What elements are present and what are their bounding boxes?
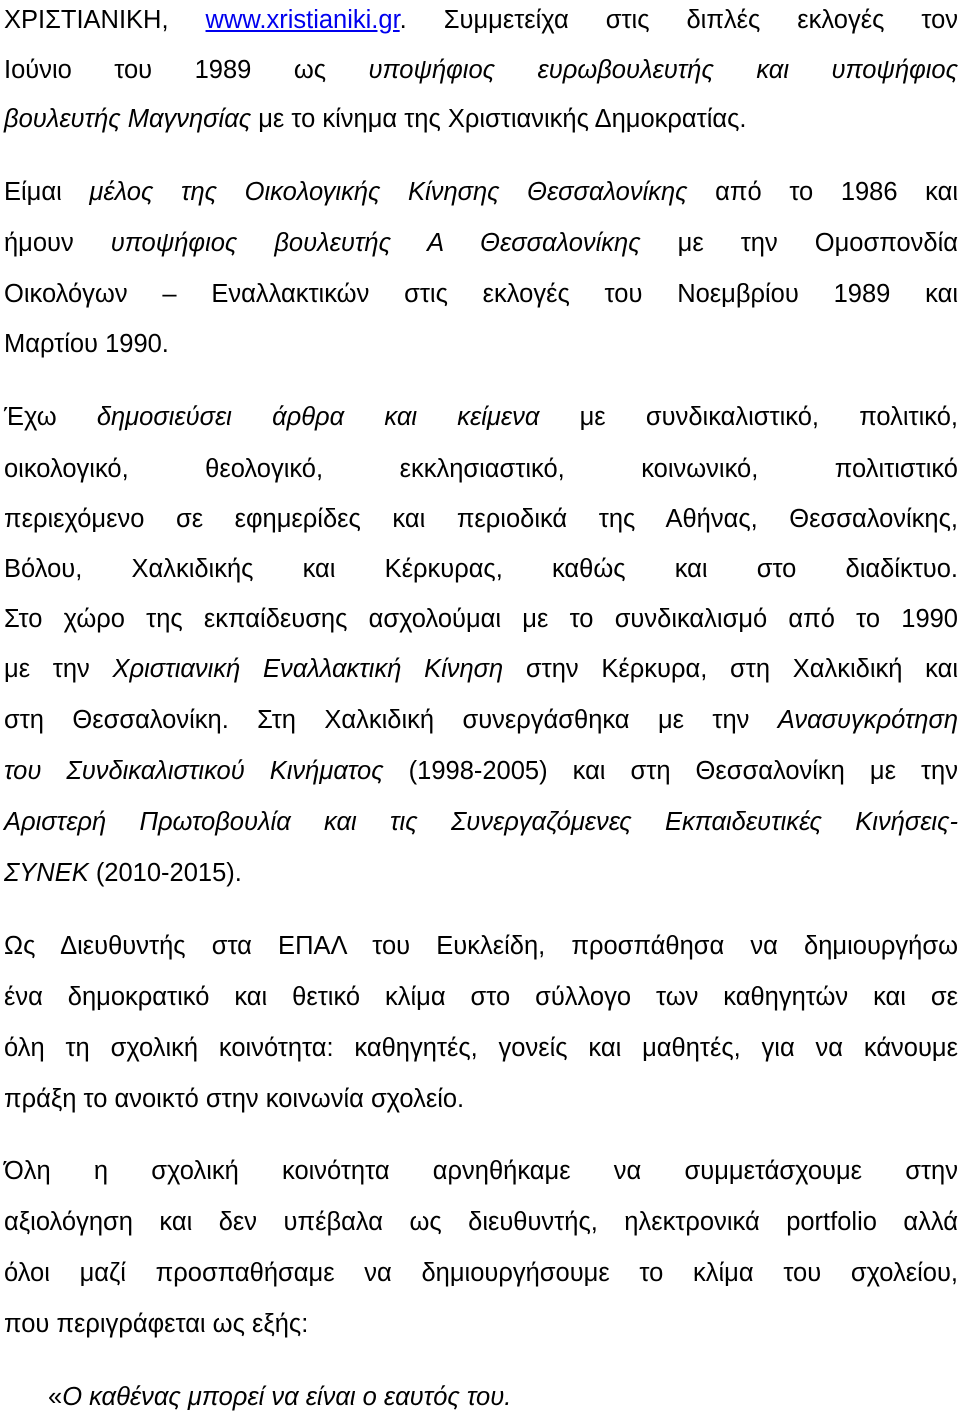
- text-segment: Έχω: [4, 403, 97, 431]
- text-segment: που περιγράφεται ως εξής:: [4, 1310, 309, 1338]
- text-line: [4, 754, 958, 788]
- text-segment: με συνδικαλιστικό, πολιτικό,: [539, 403, 958, 431]
- text-line: [4, 3, 958, 37]
- text-segment: στην Κέρκυρα, στη Χαλκιδική και: [503, 655, 958, 683]
- text-line: [4, 1205, 958, 1239]
- text-line: [4, 856, 958, 890]
- text-segment: δημοσιεύσει άρθρα και κείμενα: [96, 403, 540, 431]
- text-segment: Μαρτίου 1990.: [4, 330, 169, 358]
- text-line: [4, 277, 958, 311]
- text-segment: υποψήφιος ευρωβουλευτής και υποψήφιος: [368, 56, 958, 84]
- text-segment: Ανασυγκρότηση: [777, 706, 958, 734]
- text-line: [4, 652, 958, 686]
- text-segment: ΣΥΝΕΚ: [4, 859, 89, 887]
- text-segment: αξιολόγηση και δεν υπέβαλα ως διευθυντής, ηλεκτρονικά portfolio αλλά: [4, 1208, 958, 1236]
- text-line: [4, 452, 958, 486]
- text-segment: Ο καθένας μπορεί να είναι ο εαυτός του.: [62, 1383, 512, 1411]
- text-segment: Στο χώρο της εκπαίδευσης ασχολούμαι με το συνδικαλισμό από το 1990: [4, 605, 958, 633]
- text-segment: περιεχόμενο σε εφημερίδες και περιοδικά της Αθήνας, Θεσσαλονίκης,: [4, 505, 958, 533]
- text-segment: μέλος της Οικολογικής Κίνησης Θεσσαλονίκης: [89, 178, 688, 206]
- text-line: [4, 1307, 958, 1341]
- text-line: [4, 980, 958, 1014]
- text-line: [4, 703, 958, 737]
- text-line: [4, 327, 958, 361]
- text-line: [4, 102, 958, 136]
- text-segment: με το κίνημα της Χριστιανικής Δημοκρατίας.: [251, 105, 747, 133]
- text-line: [4, 175, 958, 209]
- text-line: [4, 1082, 958, 1116]
- text-segment: (1998-2005) και στη Θεσσαλονίκη με την: [383, 757, 958, 785]
- text-segment: όλοι μαζί προσπαθήσαμε να δημιουργήσουμε το κλίμα του σχολείου,: [4, 1259, 958, 1287]
- text-segment: . Συμμετείχα στις διπλές εκλογές τον: [399, 6, 958, 34]
- text-segment: από το 1986 και: [687, 178, 958, 206]
- text-line: [4, 502, 958, 536]
- text-line: [4, 1154, 958, 1188]
- text-line: [4, 552, 958, 586]
- text-line: [4, 929, 958, 963]
- text-segment: βουλευτής Μαγνησίας: [4, 105, 252, 133]
- text-segment: ήμουν: [4, 229, 111, 257]
- text-line: [4, 602, 958, 636]
- text-segment: Χριστιανική Εναλλακτική Κίνηση: [112, 655, 504, 683]
- quote-line: [48, 1380, 958, 1414]
- text-segment: Είμαι: [4, 178, 90, 206]
- text-line: [4, 226, 958, 260]
- text-segment: ένα δημοκρατικό και θετικό κλίμα στο σύλλογο των καθηγητών και σε: [4, 983, 958, 1011]
- text-segment: του Συνδικαλιστικού Κινήματος: [4, 757, 384, 785]
- text-line: [4, 805, 958, 839]
- text-line: [4, 1256, 958, 1290]
- text-segment: Αριστερή Πρωτοβουλία και τις Συνεργαζόμενες Εκπαιδευτικές Κινήσεις-: [4, 808, 958, 836]
- text-segment: «: [48, 1383, 63, 1411]
- text-segment: στη Θεσσαλονίκη. Στη Χαλκιδική συνεργάσθηκα με την: [4, 706, 778, 734]
- text-segment: με την Ομοσπονδία: [640, 229, 958, 257]
- website-link[interactable]: www.xristianiki.gr: [205, 6, 400, 34]
- text-line: [4, 400, 958, 434]
- text-segment: Ιούνιο του 1989 ως: [4, 56, 369, 84]
- text-line: [4, 53, 958, 87]
- text-segment: Οικολόγων – Εναλλακτικών στις εκλογές του Νοεμβρίου 1989 και: [4, 280, 958, 308]
- text-line: [4, 1031, 958, 1065]
- text-segment: οικολογικό, θεολογικό, εκκλησιαστικό, κοινωνικό, πολιτιστικό: [4, 455, 958, 483]
- text-segment: υποψήφιος βουλευτής Α Θεσσαλονίκης: [110, 229, 641, 257]
- text-segment: όλη τη σχολική κοινότητα: καθηγητές, γονείς και μαθητές, για να κάνουμε: [4, 1034, 958, 1062]
- text-segment: με την: [4, 655, 113, 683]
- text-segment: ΧΡΙΣΤΙΑΝΙΚΗ,: [4, 6, 206, 34]
- text-segment: (2010-2015).: [88, 859, 242, 887]
- text-segment: Βόλου, Χαλκιδικής και Κέρκυρας, καθώς και στο διαδίκτυο.: [4, 555, 958, 583]
- text-segment: Ως Διευθυντής στα ΕΠΑΛ του Ευκλείδη, προσπάθησα να δημιουργήσω: [4, 932, 958, 960]
- text-segment: πράξη το ανοικτό στην κοινωνία σχολείο.: [4, 1085, 465, 1113]
- text-segment: Όλη η σχολική κοινότητα αρνηθήκαμε να συμμετάσχουμε στην: [4, 1157, 958, 1185]
